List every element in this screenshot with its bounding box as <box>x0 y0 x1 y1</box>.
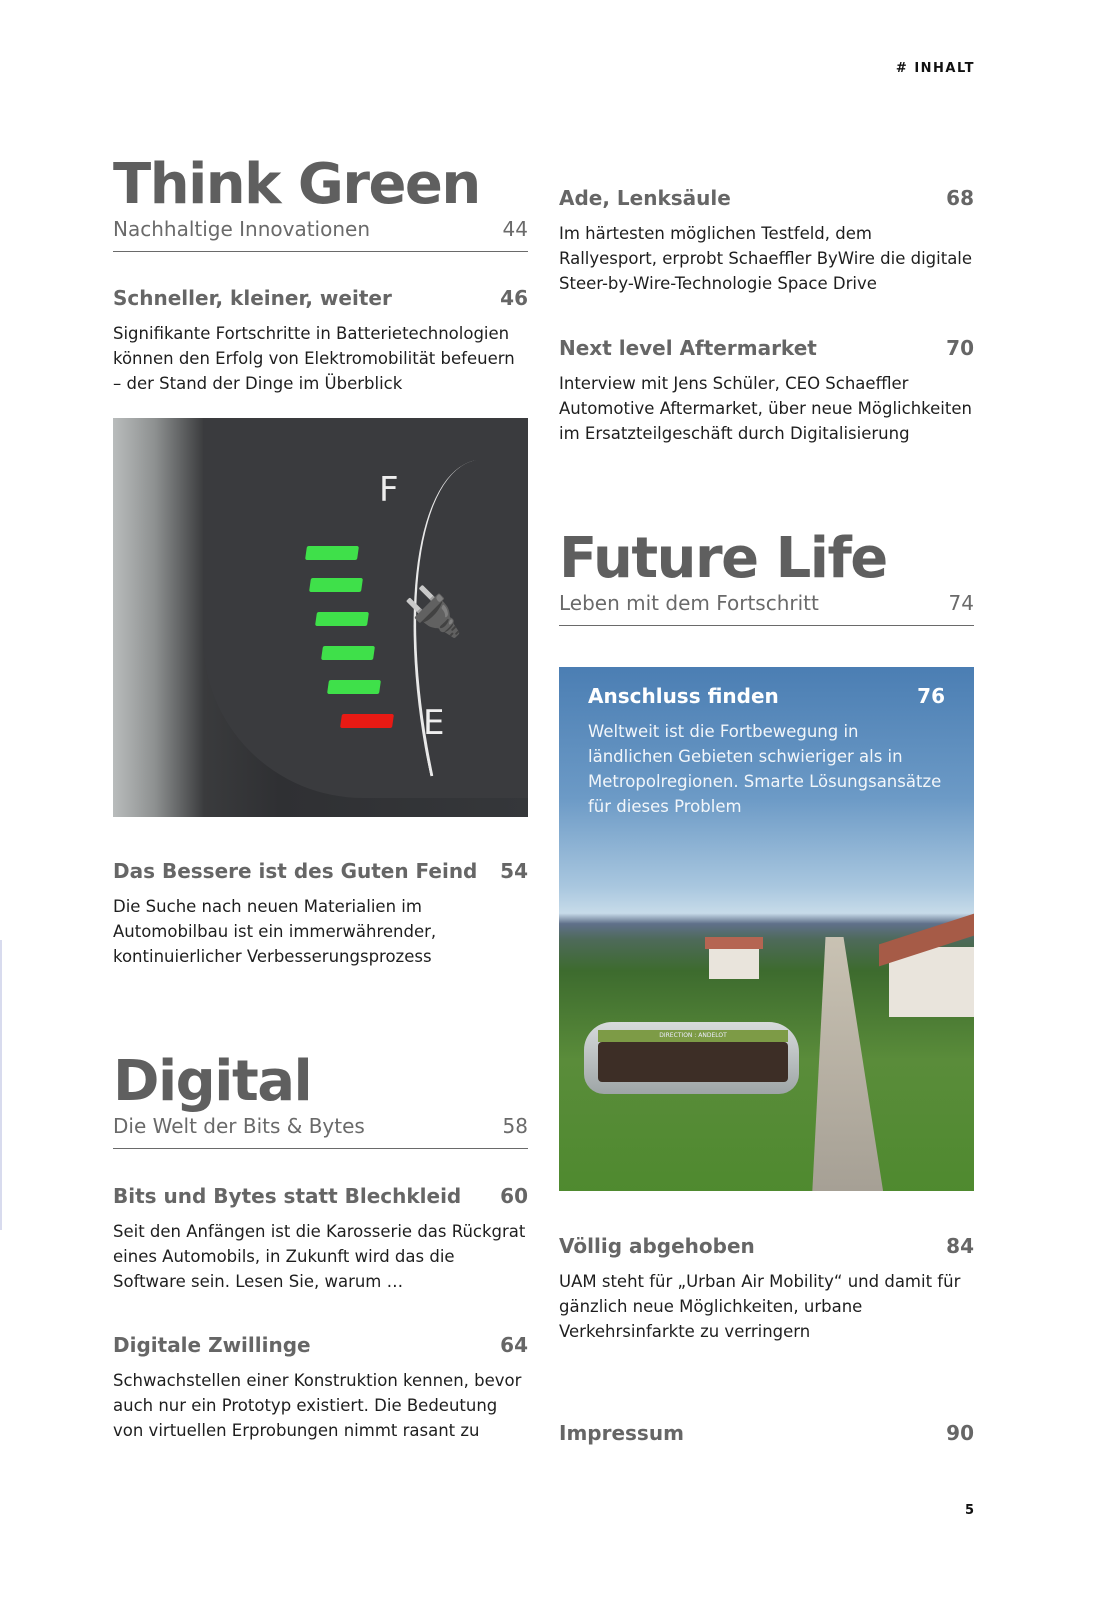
entry-description: Weltweit ist die Fortbewegung in ländlichen Gebieten schwieriger als in Metropolregionen. Smarte Lösungsansätze für dieses Problem <box>588 722 942 816</box>
entry-description: Im härtesten möglichen Testfeld, dem Rallyesport, erprobt Schaeffler ByWire die digitale Steer-by-Wire-Technologie Space Drive <box>559 224 973 293</box>
entry-description: Die Suche nach neuen Materialien im Automobilbau ist ein immerwährender, kontinuierlicher Verbesserungsprozess <box>113 897 437 966</box>
entry-page[interactable]: 76 <box>917 684 945 708</box>
village-shuttle-image <box>559 667 974 1191</box>
section-subtitle-row <box>113 1114 528 1149</box>
entry-title[interactable]: Impressum <box>559 1421 684 1445</box>
section-title: Digital <box>113 1049 312 1114</box>
entry-title[interactable]: Anschluss finden <box>588 684 779 708</box>
entry-description: Schwachstellen einer Konstruktion kennen, bevor auch nur ein Prototyp existiert. Die Bedeutung von virtuellen Erprobungen nimmt rasant zu <box>113 1371 522 1440</box>
entry-description: UAM steht für „Urban Air Mobility“ und damit für gänzlich neue Möglichkeiten, urbane Verkehrsinfarkte zu verringern <box>559 1272 961 1341</box>
autonomous-shuttle <box>584 1022 799 1094</box>
gauge-bar-green <box>321 646 375 660</box>
toc-entry-impressum[interactable] <box>559 1420 974 1446</box>
gauge-bar-green <box>327 680 381 694</box>
section-think-green <box>113 152 528 252</box>
entry-title[interactable]: Digitale Zwillinge <box>113 1333 311 1357</box>
road <box>794 937 884 1191</box>
page-edge-artifact <box>0 940 2 1230</box>
gauge-bar-green <box>309 578 363 592</box>
entry-title[interactable]: Völlig abgehoben <box>559 1234 755 1258</box>
section-future-life <box>559 526 974 626</box>
toc-entry[interactable] <box>559 185 974 296</box>
section-title: Future Life <box>559 526 887 591</box>
roof <box>705 937 763 949</box>
section-digital <box>113 1049 528 1149</box>
entry-description: Seit den Anfängen ist die Karosserie das Rückgrat eines Automobils, in Zukunft wird das die Software sein. Lesen Sie, warum … <box>113 1222 526 1291</box>
gauge-full-label: F <box>379 470 399 510</box>
entry-title[interactable]: Schneller, kleiner, weiter <box>113 286 392 310</box>
entry-page[interactable]: 90 <box>946 1421 974 1445</box>
section-subtitle: Leben mit dem Fortschritt <box>559 591 819 615</box>
entry-page[interactable]: 64 <box>500 1333 528 1357</box>
bus-windows <box>598 1042 788 1082</box>
toc-entry-overlay[interactable] <box>588 683 945 819</box>
battery-gauge-image <box>113 418 528 817</box>
toc-entry[interactable] <box>113 1332 528 1443</box>
gauge-bar-green <box>315 612 369 626</box>
section-page[interactable]: 74 <box>948 591 974 615</box>
entry-page[interactable]: 46 <box>500 286 528 310</box>
toc-entry[interactable] <box>559 335 974 446</box>
entry-page[interactable]: 84 <box>946 1234 974 1258</box>
entry-page[interactable]: 68 <box>946 186 974 210</box>
entry-title[interactable]: Next level Aftermarket <box>559 336 817 360</box>
section-subtitle-row <box>113 217 528 252</box>
toc-entry[interactable] <box>113 858 528 969</box>
section-title: Think Green <box>113 152 480 217</box>
entry-page[interactable]: 70 <box>946 336 974 360</box>
entry-description: Signifikante Fortschritte in Batterietechnologien können den Erfolg von Elektromobilität befeuern – der Stand der Dinge im Überblick <box>113 324 515 393</box>
toc-entry[interactable] <box>113 1183 528 1294</box>
section-page[interactable]: 58 <box>502 1114 528 1138</box>
gauge-bar-red <box>340 714 394 728</box>
page-number: 5 <box>965 1503 975 1518</box>
gauge-empty-label: E <box>423 703 445 743</box>
plug-icon: 🔌 <box>403 584 463 640</box>
section-subtitle: Nachhaltige Innovationen <box>113 217 371 241</box>
section-subtitle-row <box>559 591 974 626</box>
entry-page[interactable]: 54 <box>500 859 528 883</box>
section-page[interactable]: 44 <box>502 217 528 241</box>
bus-destination-sign: DIRECTION : ANDELOT <box>598 1030 788 1042</box>
section-subtitle: Die Welt der Bits & Bytes <box>113 1114 365 1138</box>
entry-page[interactable]: 60 <box>500 1184 528 1208</box>
section-tag: # INHALT <box>895 61 975 76</box>
entry-description: Interview mit Jens Schüler, CEO Schaeffler Automotive Aftermarket, über neue Möglichkeiten im Ersatzteilgeschäft durch Digitalisierung <box>559 374 972 443</box>
entry-title[interactable]: Das Bessere ist des Guten Feind <box>113 859 478 883</box>
entry-title[interactable]: Ade, Lenksäule <box>559 186 731 210</box>
toc-entry[interactable] <box>559 1233 974 1344</box>
entry-title[interactable]: Bits und Bytes statt Blechkleid <box>113 1184 462 1208</box>
toc-entry[interactable] <box>113 285 528 396</box>
gauge-bar-green <box>305 546 359 560</box>
house <box>709 947 759 979</box>
